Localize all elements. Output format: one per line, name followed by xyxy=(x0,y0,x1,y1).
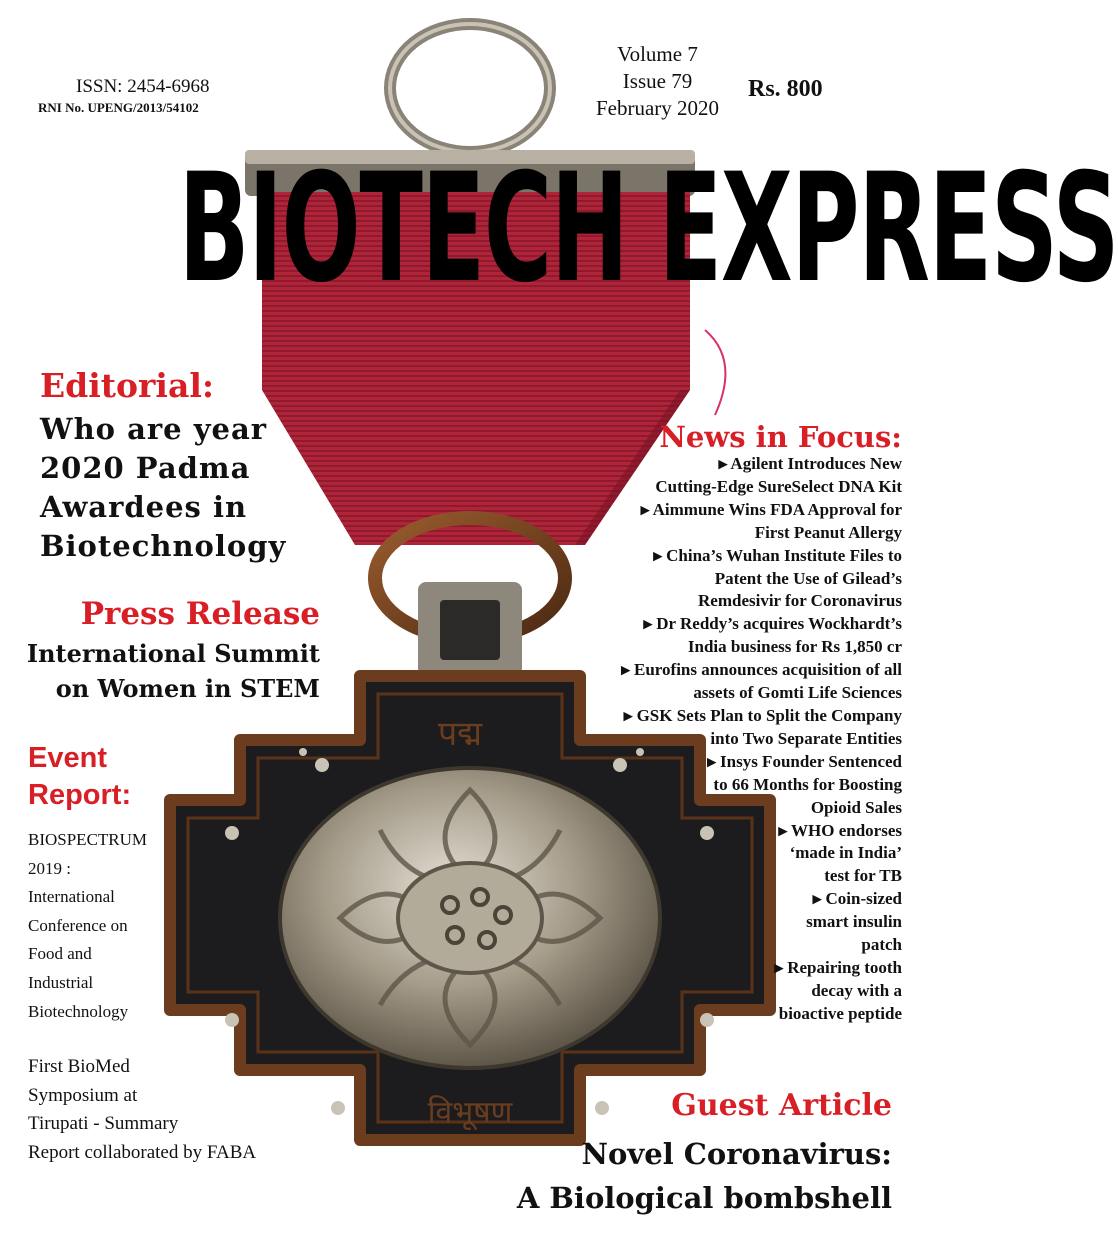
press-release-title xyxy=(20,636,320,706)
masthead-title: BIOTECH EXPRESS xyxy=(178,142,1118,316)
news-line: First Peanut Allergy xyxy=(754,522,902,542)
event-report-biomed xyxy=(28,1053,256,1167)
news-line: ▸ WHO endorses xyxy=(778,820,902,840)
editorial-line: Who are year xyxy=(40,412,268,446)
issue-label: Issue 79 xyxy=(622,69,693,93)
event-report-line: Food and xyxy=(28,944,92,964)
medal-top-inscription: पद्म xyxy=(437,714,483,754)
news-line: Opioid Sales xyxy=(810,797,902,817)
guest-article-line: A Biological bombshell xyxy=(516,1181,892,1215)
editorial-title xyxy=(40,410,286,566)
event-report-line: Industrial xyxy=(28,972,94,992)
news-in-focus-list xyxy=(560,453,902,1026)
biomed-line: First BioMed xyxy=(28,1056,130,1077)
news-line: ▸ Coin-sized xyxy=(812,889,902,909)
news-line: ▸ China’s Wuhan Institute Files to xyxy=(653,545,902,565)
biomed-line: Symposium at xyxy=(28,1084,138,1106)
news-line: ▸ GSK Sets Plan to Split the Company xyxy=(623,705,902,725)
news-line: Patent the Use of Gilead’s xyxy=(714,568,902,588)
press-release-line: on Women in STEM xyxy=(55,674,320,703)
news-line: to 66 Months for Boosting xyxy=(713,774,902,794)
issn-number: ISSN: 2454-6968 xyxy=(76,76,210,97)
news-line: ▸ Insys Founder Sentenced xyxy=(707,751,902,771)
rni-number: RNI No. UPENG/2013/54102 xyxy=(38,100,199,115)
news-line: ▸ Dr Reddy’s acquires Wockhardt’s xyxy=(643,614,902,634)
biomed-line: Tirupati - Summary xyxy=(28,1113,179,1134)
news-line: assets of Gomti Life Sciences xyxy=(693,683,902,703)
news-line: Cutting-Edge SureSelect DNA Kit xyxy=(655,476,902,496)
issue-date: February 2020 xyxy=(595,96,720,120)
event-report-line: International xyxy=(28,887,115,907)
editorial-heading: Editorial: xyxy=(40,366,215,405)
guest-article-line: Novel Coronavirus: xyxy=(581,1137,892,1171)
news-line: smart insulin xyxy=(806,912,902,932)
news-in-focus-heading: News in Focus: xyxy=(659,420,902,454)
news-line: ‘made in India’ xyxy=(789,843,902,863)
biomed-line: Report collaborated by FABA xyxy=(28,1141,257,1163)
editorial-line: 2020 Padma xyxy=(40,451,251,485)
event-report-heading-line: Report: xyxy=(28,779,132,811)
news-line: Remdesivir for Coronavirus xyxy=(698,591,902,611)
press-release-line: International Summit xyxy=(26,639,320,668)
event-report-biospectrum xyxy=(28,826,147,1026)
event-report-line: 2019 : xyxy=(28,858,71,878)
news-line: ▸ Aimmune Wins FDA Approval for xyxy=(640,499,902,519)
event-report-line: Conference on xyxy=(28,915,128,935)
news-line: ▸ Agilent Introduces New xyxy=(718,454,902,473)
medal-bottom-inscription: विभूषण xyxy=(427,1095,513,1130)
cover-price: Rs. 800 xyxy=(748,76,823,102)
editorial-line: Biotechnology xyxy=(40,529,287,563)
news-line: India business for Rs 1,850 cr xyxy=(687,637,902,657)
guest-article-title xyxy=(480,1132,892,1220)
news-line: into Two Separate Entities xyxy=(710,728,902,748)
event-report-heading xyxy=(28,740,131,814)
press-release-heading: Press Release xyxy=(80,596,320,632)
news-line: bioactive peptide xyxy=(778,1003,902,1023)
event-report-line: Biotechnology xyxy=(28,1001,129,1021)
news-line: ▸ Repairing tooth xyxy=(774,957,902,977)
event-report-heading-line: Event xyxy=(28,742,107,774)
volume-label: Volume 7 xyxy=(617,42,698,66)
editorial-line: Awardees in xyxy=(40,490,248,524)
guest-article-heading: Guest Article xyxy=(671,1088,892,1123)
news-line: ▸ Eurofins announces acquisition of all xyxy=(621,660,902,680)
news-line: decay with a xyxy=(811,980,902,1000)
news-line: patch xyxy=(861,935,902,955)
event-report-line: BIOSPECTRUM xyxy=(28,830,148,849)
news-line: test for TB xyxy=(824,866,902,886)
